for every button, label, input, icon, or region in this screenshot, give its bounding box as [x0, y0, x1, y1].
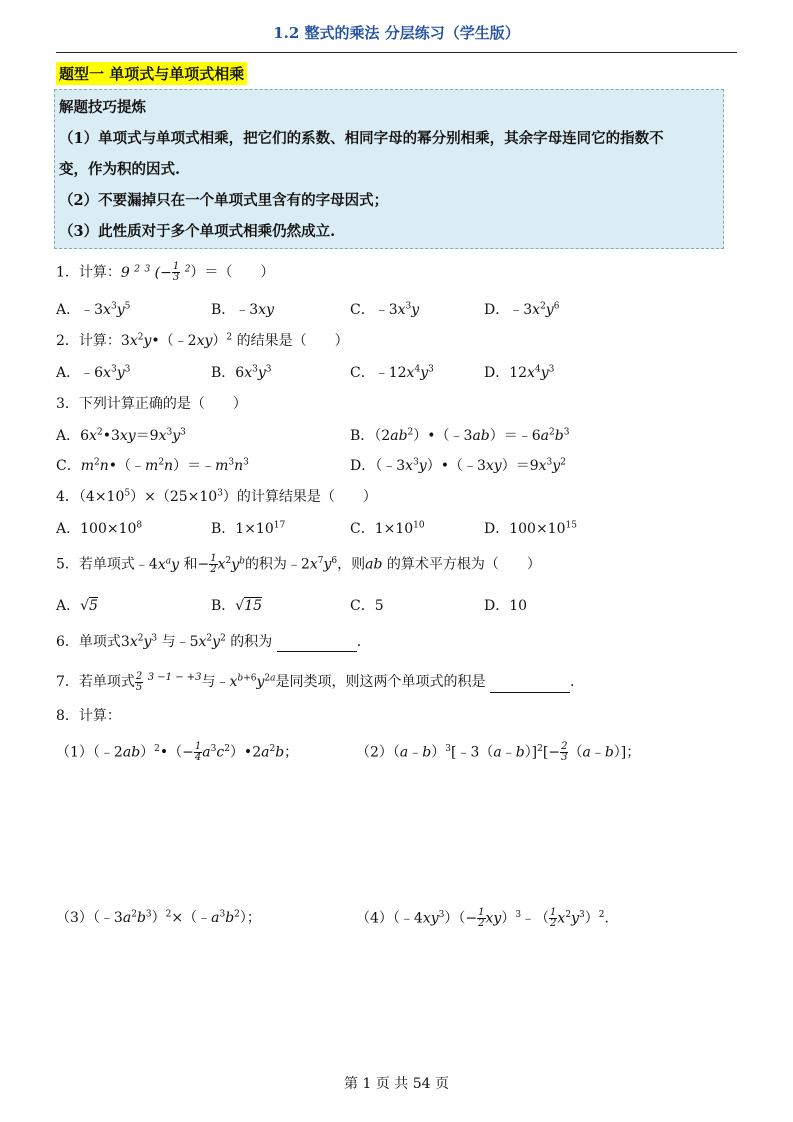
tips-line-3: （3）此性质对于多个单项式相乘仍然成立.	[59, 223, 336, 240]
q1-option-a[interactable]: A．$﹣3x^3y^5$	[56, 301, 131, 318]
q5-option-c[interactable]: C．5	[350, 598, 384, 614]
header-rule	[56, 52, 737, 53]
q5-option-b[interactable]: B．√15	[211, 598, 263, 614]
question-6: 6．单项式$3x^2y^3$ 与$﹣5x^2y^2$ 的积为 .	[56, 633, 362, 650]
q8-part-4: $(4)(﹣4xy^3)(-$ $\frac{1}{2}$ xy）$^3$﹣（ $\frac{1}{2}$ $x^2y^3)^2$.	[356, 907, 609, 929]
question-3: 3．下列计算正确的是（ ）	[56, 396, 247, 412]
question-7: 7．若单项式 $\frac{2}{5}$ $^{3 -1 - +3}$与$﹣x^{b+6}y^{2a}$是同类项，则这两个单项式的积是 .	[56, 670, 575, 693]
q5-option-d[interactable]: D．10	[484, 598, 528, 614]
q2-option-a[interactable]: A．$﹣6x^3y^3$	[56, 364, 131, 381]
q3-option-a[interactable]: A．$6x^2•3xy=9x^3y^3$	[56, 427, 186, 444]
q5-option-a[interactable]: A．√5	[56, 598, 98, 614]
tips-line-1b: 变，作为积的因式.	[59, 161, 181, 178]
q2-option-c[interactable]: C．$﹣12x^4y^3$	[350, 364, 434, 381]
question-1-label: 1．计算：	[56, 264, 121, 281]
q1-option-b[interactable]: B．﹣3xy	[211, 302, 275, 318]
question-1-tail: ）＝（ ）	[190, 264, 275, 281]
q8-part-2: （2）（a﹣b）$^3$[﹣3（a﹣b）]$^2$[− $\frac{2}{3}$ （a﹣b）]；	[356, 741, 641, 763]
q2-option-b[interactable]: B．$6x^3y^3$	[211, 364, 272, 381]
q1-option-d[interactable]: D．$﹣3x^2y^6$	[484, 301, 560, 318]
section-heading: 题型一 单项式与单项式相乘	[56, 62, 247, 85]
tips-line-2: （2）不要漏掉只在一个单项式里含有的字母因式；	[59, 192, 389, 209]
page-title: 1.2 整式的乘法 分层练习（学生版）	[273, 24, 520, 42]
tips-box	[54, 89, 724, 249]
question-8: 8．计算：	[56, 708, 121, 724]
q2-option-d[interactable]: D．$12x^4y^3$	[484, 364, 555, 381]
question-1: 1．计算：9 $^2$ $^3$ (− $\frac{1}{3}$ $^2$）＝（ ）	[56, 261, 275, 283]
q8-part-3: $(3)(﹣3a^2b^3)^2\times(﹣a^3b^2)$；	[56, 909, 261, 926]
question-2: 2．计算：$3x^2y•(﹣2xy)^2$ 的结果是（ ）	[56, 332, 349, 349]
q4-option-a[interactable]: A．$100\times 10^8$	[56, 520, 143, 537]
page-footer: 第 1 页 共 54 页	[344, 1076, 449, 1092]
q8-part-1: （1）（﹣2ab）$^2$•（− $\frac{1}{4}$ $a^3c^2)•2a^2b$；	[56, 741, 299, 763]
q1-option-c[interactable]: C．$﹣3x^3y$	[350, 301, 420, 318]
q4-option-b[interactable]: B．$1\times 10^{17}$	[211, 520, 286, 537]
tips-line-1: （1）单项式与单项式相乘，把它们的系数、相同字母的幂分别相乘，其余字母连同它的指数不	[59, 130, 664, 147]
q3-option-c[interactable]: C．$m^2n•(﹣m^2n)=﹣m^3n^3$	[56, 457, 249, 474]
q6-answer-blank[interactable]	[277, 637, 357, 652]
q4-option-c[interactable]: C．$1\times 10^{10}$	[350, 520, 425, 537]
question-5: 5．若单项式$﹣4x^ay$ 和− $\frac{1}{2}$ $x^2y^b$的积为$﹣2x^7y^6$，则ab 的算术平方根为（ ）	[56, 553, 541, 575]
q7-answer-blank[interactable]	[490, 678, 570, 693]
q3-option-d[interactable]: D．$(﹣3x^3y)•(﹣3xy)=9x^3y^2$	[350, 457, 566, 474]
q3-option-b[interactable]: B．$(2ab^2)•(﹣3ab)=﹣6a^2b^3$	[350, 427, 570, 444]
question-4: 4．$(4\times 10^5)\times(25\times 10^3)$的计算结果是（ ）	[56, 488, 377, 505]
q4-option-d[interactable]: D．$100\times 10^{15}$	[484, 520, 577, 537]
tips-heading: 解题技巧提炼	[59, 99, 146, 116]
